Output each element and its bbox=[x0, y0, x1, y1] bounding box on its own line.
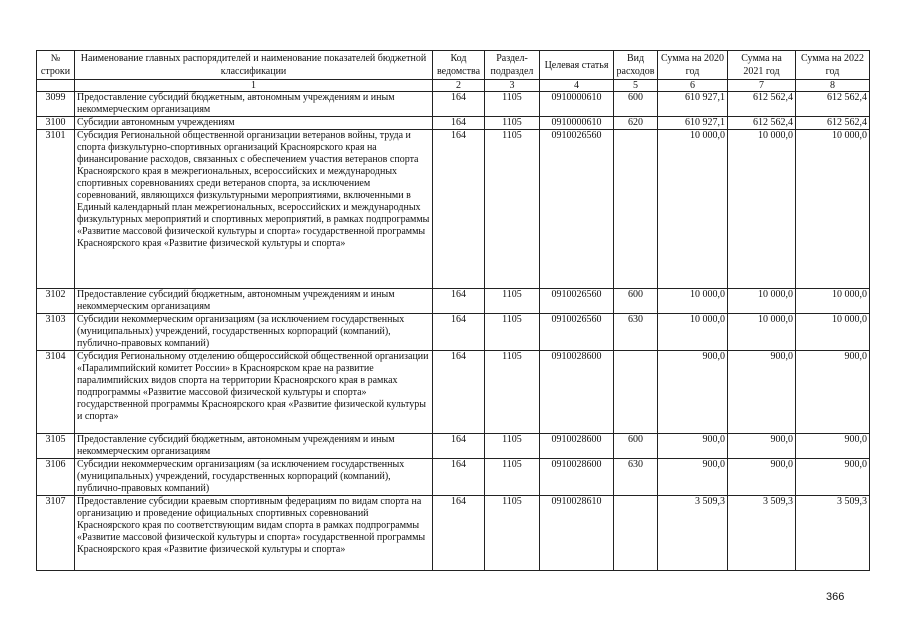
row-section: 1105 bbox=[485, 289, 540, 314]
row-number: 3107 bbox=[37, 496, 75, 571]
row-expense-type bbox=[614, 130, 658, 289]
row-target-article: 0910026560 bbox=[540, 314, 614, 351]
row-sum-2022: 612 562,4 bbox=[796, 92, 870, 117]
row-sum-2021: 900,0 bbox=[728, 351, 796, 434]
row-sum-2021: 3 509,3 bbox=[728, 496, 796, 571]
header-row-no: № строки bbox=[37, 51, 75, 80]
table-row bbox=[37, 289, 870, 314]
row-target-article: 0910000610 bbox=[540, 92, 614, 117]
row-sum-2020: 900,0 bbox=[658, 351, 728, 434]
row-sum-2022: 3 509,3 bbox=[796, 496, 870, 571]
row-name: Предоставление субсидии краевым спортивным федерациям по видам спорта на организацию и проведение официальных спортивных соревнований Красноярского края по соответствующим видам спорта в рамках подпрограммы «Развитие массовой физической культуры и спорта» государственной программы Красноярского края «Развитие физической культуры и спорта» bbox=[75, 496, 433, 571]
row-sum-2022: 900,0 bbox=[796, 434, 870, 459]
row-sum-2021: 10 000,0 bbox=[728, 314, 796, 351]
row-number: 3102 bbox=[37, 289, 75, 314]
row-sum-2022: 10 000,0 bbox=[796, 314, 870, 351]
row-expense-type: 630 bbox=[614, 459, 658, 496]
row-dept-code: 164 bbox=[433, 289, 485, 314]
table-row bbox=[37, 130, 870, 289]
row-sum-2022: 612 562,4 bbox=[796, 117, 870, 130]
table-row bbox=[37, 117, 870, 130]
row-dept-code: 164 bbox=[433, 459, 485, 496]
row-sum-2020: 610 927,1 bbox=[658, 117, 728, 130]
row-sum-2021: 10 000,0 bbox=[728, 130, 796, 289]
row-section: 1105 bbox=[485, 117, 540, 130]
row-target-article: 0910028610 bbox=[540, 496, 614, 571]
header-sum-2020: Сумма на 2020 год bbox=[658, 51, 728, 80]
row-number: 3104 bbox=[37, 351, 75, 434]
header-sum-2022: Сумма на 2022 год bbox=[796, 51, 870, 80]
table-row bbox=[37, 459, 870, 496]
row-expense-type: 600 bbox=[614, 434, 658, 459]
col-number: 1 bbox=[75, 80, 433, 92]
row-sum-2021: 900,0 bbox=[728, 459, 796, 496]
row-expense-type: 620 bbox=[614, 117, 658, 130]
header-exp-type: Вид расходов bbox=[614, 51, 658, 80]
header-dept: Код ведомства bbox=[433, 51, 485, 80]
row-number: 3105 bbox=[37, 434, 75, 459]
row-sum-2020: 10 000,0 bbox=[658, 130, 728, 289]
row-section: 1105 bbox=[485, 351, 540, 434]
row-number: 3099 bbox=[37, 92, 75, 117]
row-dept-code: 164 bbox=[433, 314, 485, 351]
row-sum-2020: 610 927,1 bbox=[658, 92, 728, 117]
row-name: Субсидии автономным учреждениям bbox=[75, 117, 433, 130]
table-row bbox=[37, 434, 870, 459]
row-sum-2021: 900,0 bbox=[728, 434, 796, 459]
col-number: 2 bbox=[433, 80, 485, 92]
row-section: 1105 bbox=[485, 130, 540, 289]
header-section: Раздел-подраздел bbox=[485, 51, 540, 80]
row-expense-type: 600 bbox=[614, 289, 658, 314]
row-target-article: 0910000610 bbox=[540, 117, 614, 130]
row-dept-code: 164 bbox=[433, 496, 485, 571]
row-sum-2020: 3 509,3 bbox=[658, 496, 728, 571]
row-sum-2022: 900,0 bbox=[796, 351, 870, 434]
row-sum-2022: 10 000,0 bbox=[796, 130, 870, 289]
row-expense-type bbox=[614, 351, 658, 434]
row-section: 1105 bbox=[485, 459, 540, 496]
row-number: 3100 bbox=[37, 117, 75, 130]
row-target-article: 0910026560 bbox=[540, 289, 614, 314]
row-sum-2020: 900,0 bbox=[658, 434, 728, 459]
row-name: Субсидии некоммерческим организациям (за исключением государственных (муниципальных) учреждений, государственных корпораций (компаний), публично-правовых компаний) bbox=[75, 459, 433, 496]
row-section: 1105 bbox=[485, 92, 540, 117]
row-name: Предоставление субсидий бюджетным, автономным учреждениям и иным некоммерческим организациям bbox=[75, 92, 433, 117]
row-sum-2021: 612 562,4 bbox=[728, 92, 796, 117]
row-target-article: 0910026560 bbox=[540, 130, 614, 289]
header-sum-2021: Сумма на 2021 год bbox=[728, 51, 796, 80]
col-number: 5 bbox=[614, 80, 658, 92]
header-name: Наименование главных распорядителей и наименование показателей бюджетной классификации bbox=[75, 51, 433, 80]
row-number: 3101 bbox=[37, 130, 75, 289]
row-dept-code: 164 bbox=[433, 117, 485, 130]
row-expense-type bbox=[614, 496, 658, 571]
row-name: Субсидия Региональному отделению общероссийской общественной организации «Паралимпийский комитет России» в Красноярском крае на развитие паралимпийских видов спорта на территории Красноярского края в рамках подпрограммы «Развитие массовой физической культуры и спорта» государственной программы Красноярского края «Развитие физической культуры и спорта» bbox=[75, 351, 433, 434]
row-number: 3103 bbox=[37, 314, 75, 351]
table-row bbox=[37, 314, 870, 351]
row-name: Предоставление субсидий бюджетным, автономным учреждениям и иным некоммерческим организациям bbox=[75, 289, 433, 314]
page-number: 366 bbox=[826, 591, 845, 603]
row-target-article: 0910028600 bbox=[540, 351, 614, 434]
row-expense-type: 630 bbox=[614, 314, 658, 351]
col-number: 8 bbox=[796, 80, 870, 92]
row-section: 1105 bbox=[485, 314, 540, 351]
row-sum-2021: 10 000,0 bbox=[728, 289, 796, 314]
col-number: 3 bbox=[485, 80, 540, 92]
table-row bbox=[37, 351, 870, 434]
row-name: Предоставление субсидий бюджетным, автономным учреждениям и иным некоммерческим организациям bbox=[75, 434, 433, 459]
row-dept-code: 164 bbox=[433, 92, 485, 117]
row-number: 3106 bbox=[37, 459, 75, 496]
row-target-article: 0910028600 bbox=[540, 459, 614, 496]
row-section: 1105 bbox=[485, 496, 540, 571]
budget-table bbox=[36, 50, 870, 571]
row-sum-2020: 10 000,0 bbox=[658, 289, 728, 314]
row-sum-2020: 900,0 bbox=[658, 459, 728, 496]
row-target-article: 0910028600 bbox=[540, 434, 614, 459]
header-target: Целевая статья bbox=[540, 51, 614, 80]
header-row bbox=[37, 51, 870, 80]
col-number: 7 bbox=[728, 80, 796, 92]
table-row bbox=[37, 496, 870, 571]
row-sum-2020: 10 000,0 bbox=[658, 314, 728, 351]
column-number-row bbox=[37, 80, 870, 92]
col-number: 4 bbox=[540, 80, 614, 92]
row-name: Субсидии некоммерческим организациям (за исключением государственных (муниципальных) учреждений, государственных корпораций (компаний), публично-правовых компаний) bbox=[75, 314, 433, 351]
row-section: 1105 bbox=[485, 434, 540, 459]
row-name: Субсидия Региональной общественной организации ветеранов войны, труда и спорта физкультурно-спортивных организаций Красноярского края на финансирование расходов, связанных с обеспечением участия ветеранов спорта Красноярского края в межрегиональных, всероссийских и международных спортивных соревнованиях среди ветеранов спорта, за исключением соревнований, являющихся физкультурными мероприятиями, включенными в Единый календарный план межрегиональных, всероссийских и международных физкультурных мероприятий и спортивных мероприятий, в рамках подпрограммы «Развитие массовой физической культуры и спорта» государственной программы Красноярского края «Развитие физической культуры и спорта» bbox=[75, 130, 433, 289]
row-dept-code: 164 bbox=[433, 434, 485, 459]
row-sum-2021: 612 562,4 bbox=[728, 117, 796, 130]
row-sum-2022: 10 000,0 bbox=[796, 289, 870, 314]
row-dept-code: 164 bbox=[433, 130, 485, 289]
row-dept-code: 164 bbox=[433, 351, 485, 434]
col-number bbox=[37, 80, 75, 92]
table-row bbox=[37, 92, 870, 117]
col-number: 6 bbox=[658, 80, 728, 92]
row-sum-2022: 900,0 bbox=[796, 459, 870, 496]
row-expense-type: 600 bbox=[614, 92, 658, 117]
